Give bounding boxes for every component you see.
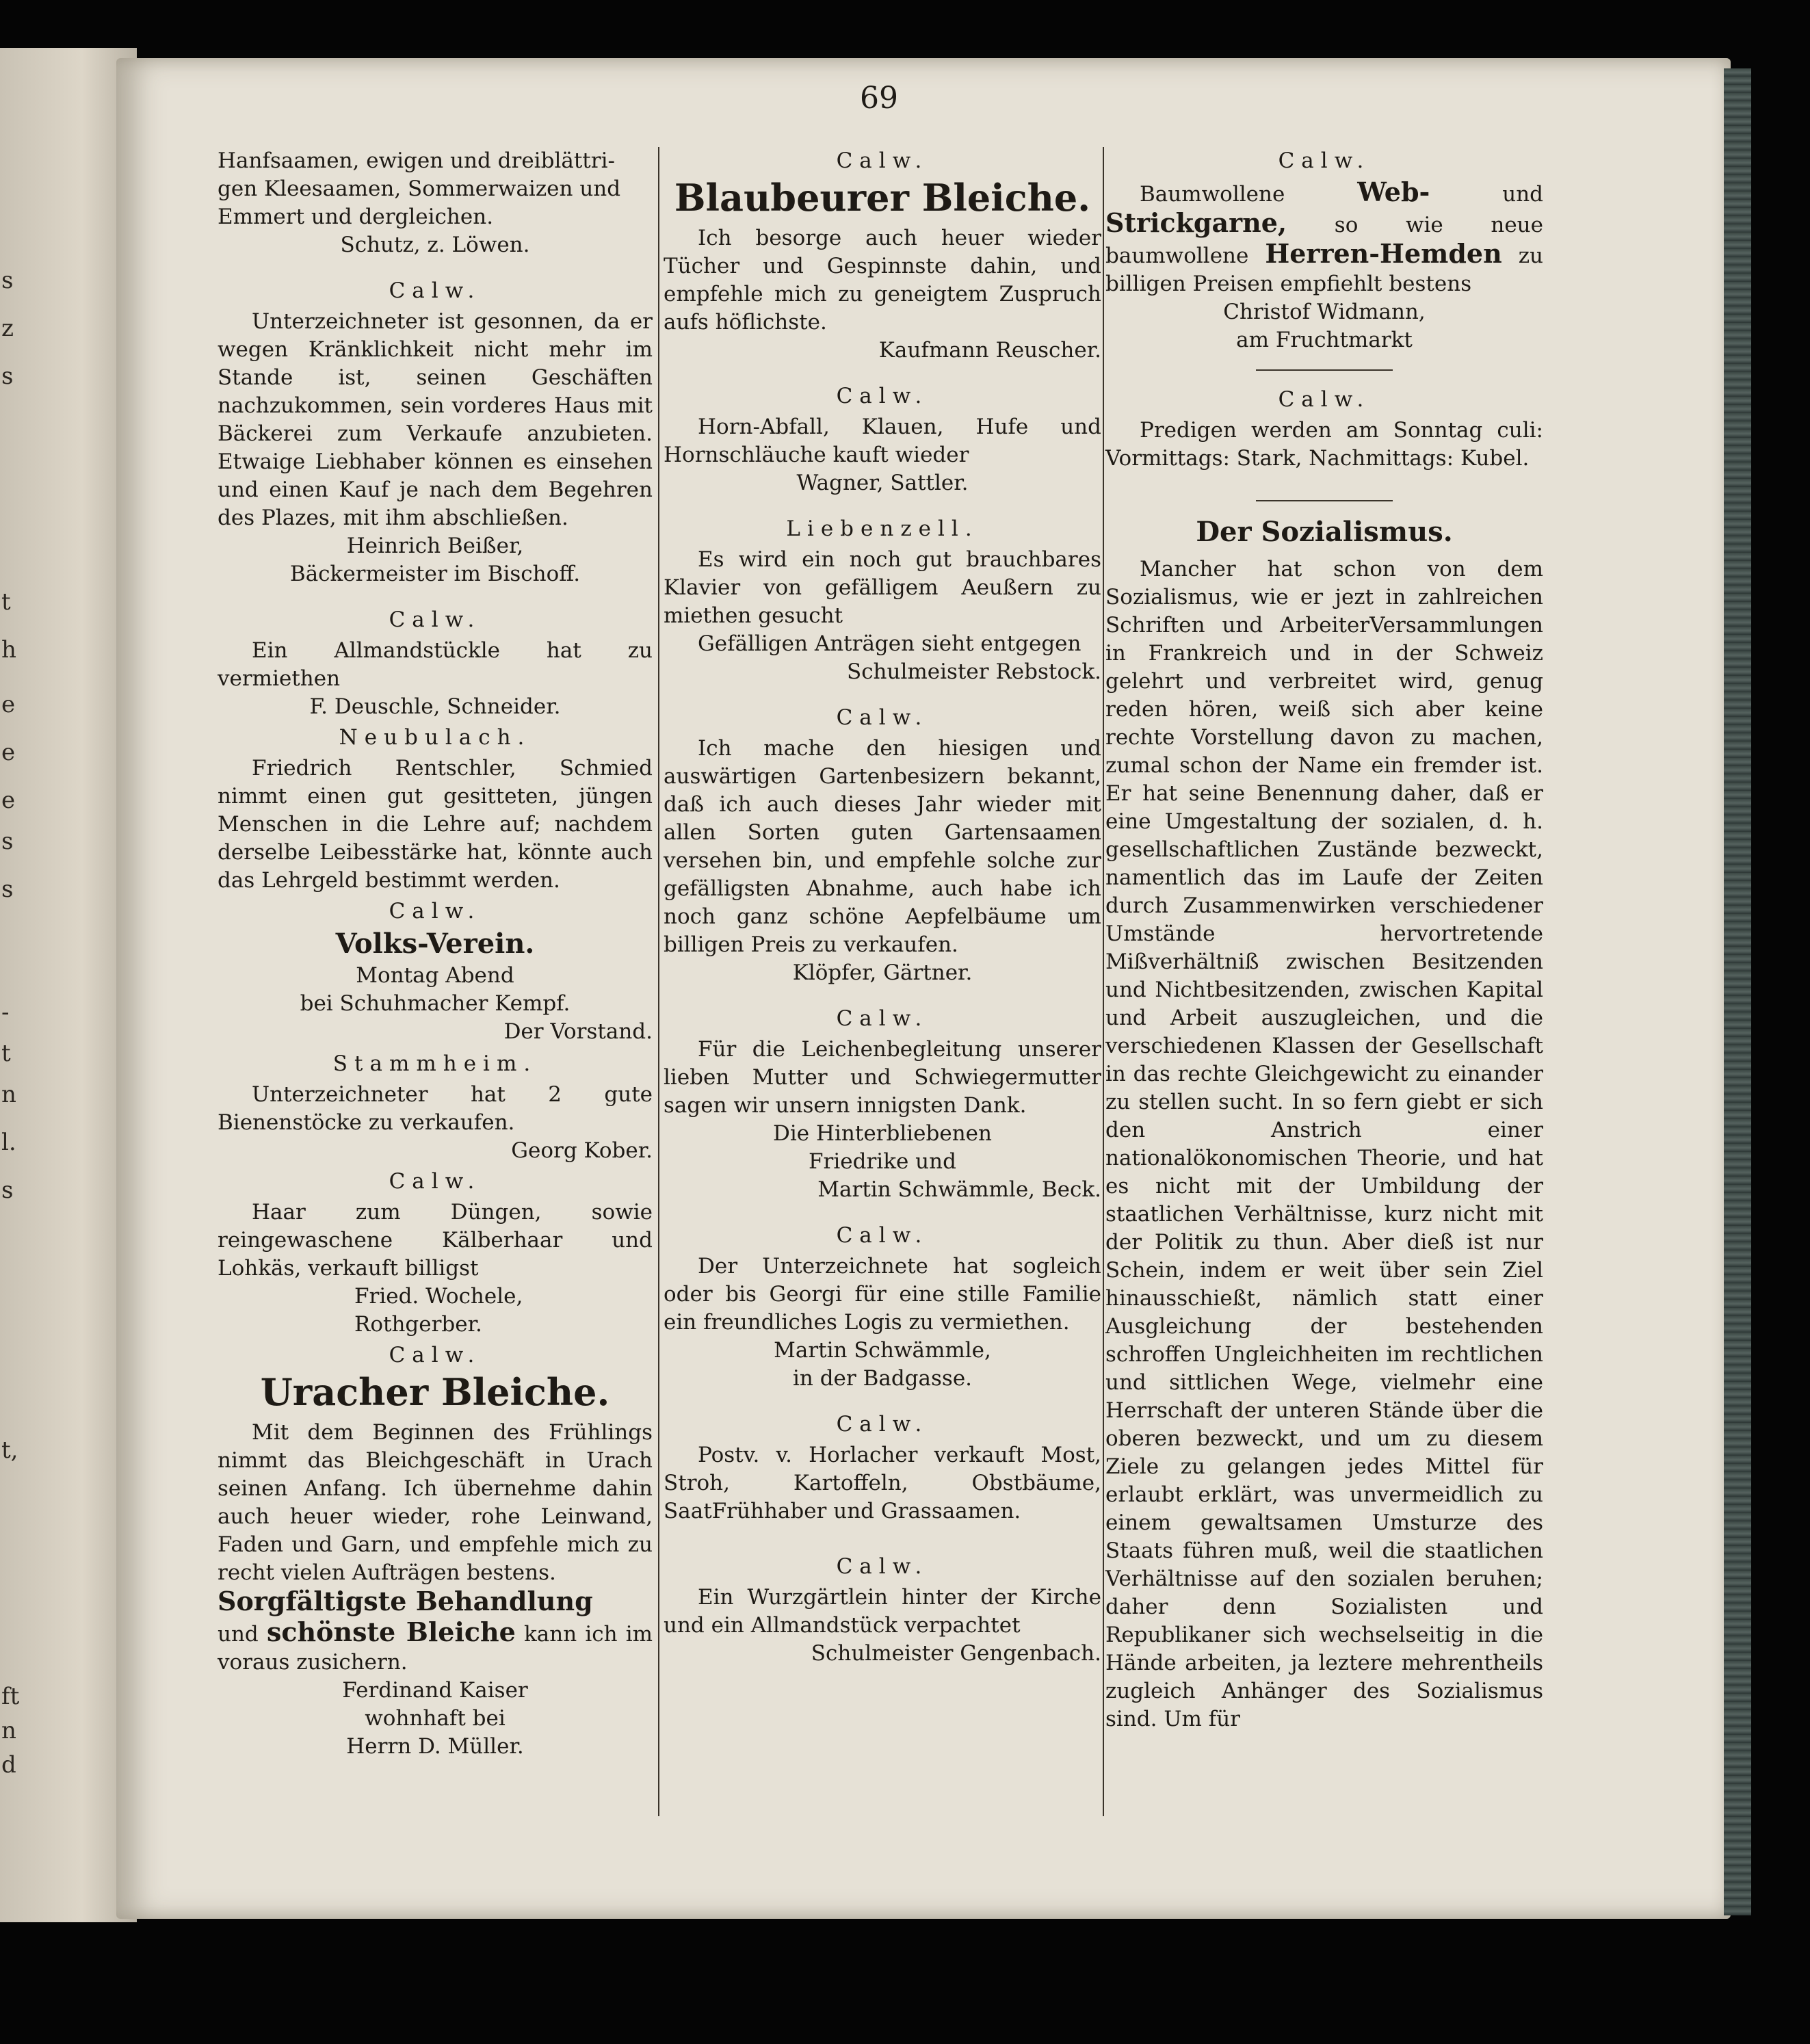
notice-place: Liebenzell. — [786, 516, 979, 541]
notice-place: Calw. — [1278, 387, 1371, 412]
notice-piano — [664, 515, 1101, 686]
notice-signature: wohnhaft bei — [365, 1706, 506, 1731]
previous-page-letter: z — [1, 315, 14, 342]
notice-house-sale — [218, 277, 653, 588]
column-3 — [1105, 147, 1543, 1733]
notice-place: Calw. — [389, 1343, 482, 1367]
notice-herb-garden — [664, 1553, 1101, 1668]
article-heading: Der Sozialismus. — [1196, 516, 1453, 548]
previous-page-letter: e — [1, 739, 16, 766]
notice-signature: Martin Schwämmle, — [774, 1338, 991, 1363]
text-fragment: zu billigen Preisen empfiehlt bestens — [1105, 244, 1543, 296]
column-rule-2 — [1103, 147, 1104, 1816]
notice-signature: Ferdinand Kaiser — [342, 1678, 528, 1703]
notice-signature: Martin Schwämmle, Beck. — [817, 1177, 1101, 1202]
notice-thanks — [664, 1005, 1101, 1204]
notice-signature: Herrn D. Müller. — [346, 1734, 524, 1759]
notice-signature: Friedrike und — [809, 1149, 956, 1174]
notice-place: Calw. — [836, 705, 929, 730]
notice-signature: Schulmeister Gengenbach. — [811, 1641, 1101, 1666]
notice-emphasis — [218, 1587, 653, 1618]
notice-text: bei Schuhmacher Kempf. — [300, 991, 570, 1016]
notice-text: Ich mache den hiesigen und auswärtigen Gartenbesizern bekannt, daß ich auch dieses Jahr wieder mit allen Sorten guten Gartensaamen versehen bin, und empfehle solche zur gefälligsten Abnahme, auch habe ich noch ganz schöne Aepfelbäume um billigen Preis zu verkaufen. — [664, 736, 1101, 957]
notice-signature: Wagner, Sattler. — [796, 471, 969, 495]
notice-text: Ein Wurzgärtlein hinter der Kirche und ein Allmandstück verpachtet — [664, 1585, 1101, 1638]
notice-signature: in der Badgasse. — [792, 1366, 973, 1391]
previous-page-letter: s — [1, 363, 14, 390]
previous-page-letter: ft — [1, 1683, 20, 1710]
text-fragment: und — [1502, 182, 1544, 207]
previous-page-letter: s — [1, 828, 14, 855]
notice-blaubeurer-bleiche — [664, 147, 1101, 365]
notice-apprentice — [218, 724, 653, 895]
notice-heading: Uracher Bleiche. — [260, 1370, 610, 1414]
page-number: 69 — [860, 81, 898, 116]
section-divider — [1256, 500, 1393, 501]
notice-text: Ich besorge auch heuer wieder Tücher und Gespinnste dahin, und empfehle mich zu geneigtem Zuspruch aufs höflichste. — [664, 226, 1101, 335]
text-fragment: kann ich im voraus zusichern. — [218, 1622, 653, 1675]
notice-place: Stammheim. — [332, 1051, 538, 1076]
previous-page-letter: t — [1, 588, 11, 616]
notice-horlacher — [664, 1411, 1101, 1525]
notice-text: Mit dem Beginnen des Frühlings nimmt das Bleichgeschäft in Urach seinen Anfang. Ich übernehme dahin auch heuer wieder, rohe Leinwand, Faden und Garn, und empfehle mich zu recht vielen Aufträgen bestens. — [218, 1420, 653, 1585]
notice-signature: F. Deuschle, Schneider. — [309, 694, 561, 719]
notice-signature: Georg Kober. — [511, 1138, 653, 1163]
notice-line: Emmert und dergleichen. — [218, 205, 494, 229]
notice-heading: Blaubeurer Bleiche. — [674, 176, 1091, 220]
notice-place: Calw. — [836, 1006, 929, 1031]
notice-place: Calw. — [389, 1169, 482, 1194]
notice-signature: Klöpfer, Gärtner. — [792, 960, 973, 985]
notice-hair-fertilizer — [218, 1168, 653, 1339]
notice-place: Calw. — [836, 148, 929, 173]
previous-page-letter: n — [1, 1717, 16, 1744]
article-text: Mancher hat schon von dem Sozialismus, wie er jezt in zahlreichen Schriften und ArbeiterVersammlungen in Frankreich und in der Schweiz gelehrt und verbreitet wird, genug reden hören, weiß sich aber keine rechte Vorstellung davon zu machen, zumal schon der Name ein fremder ist. Er hat seine Benennung daher, daß er eine Umgestaltung der sozialen, d. h. gesellschaftlichen Zustände bezweckt, namentlich das im Laufe der Zeiten durch Zusammenwirken verschiedener Umstände hervortretende Mißverhältniß zwischen Besitzenden und Nichtbesitzenden, zwischen Kapital und Arbeit auszugleichen, und die verschiedenen Klassen der Gesellschaft in das rechte Gleichgewicht zu einander zu stellen sucht. In so fern giebt er sich den Anstrich einer nationalökonomischen Theorie, und hat es nicht mit der Umbildung der staatlichen Verhältnisse, kurz nicht mit der Politik zu thun. Aber dieß ist nur Schein, indem er weit über sein Ziel hinausschießt, nämlich statt einer Ausgleichung der bestehenden schroffen Ungleichheiten im rechtlichen und sittlichen Wege, vielmehr eine Herrschaft der unteren Stände über die oberen bezweckt, und um zu diesem Ziele zu gelangen jedes Mittel für erlaubt erklärt, was unvermeidlich zu einem gewaltsamen Umsturze des Staats führen muß, weil die staatlichen Verhältnisse auf den sozialen beruhen; daher denn Sozialisten und Republikaner sich wechselseitig in die Hände arbeiten, ja leztere mehrentheils zugleich Anhänger des Sozialismus sind. Um für — [1105, 557, 1543, 1731]
previous-page-fragments — [0, 48, 21, 1922]
notice-signature: Christof Widmann, — [1223, 300, 1426, 324]
notice-signature: am Fruchtmarkt — [1236, 328, 1413, 352]
notice-place: Calw. — [1278, 148, 1371, 173]
notice-cotton-goods — [1105, 147, 1543, 354]
text-fragment: so wie neue baumwollene — [1105, 213, 1543, 268]
notice-lodging — [664, 1222, 1101, 1393]
notice-hemp-seed — [218, 147, 653, 259]
notice-text — [218, 1618, 653, 1677]
notice-place: Calw. — [836, 384, 929, 408]
notice-text: Es wird ein noch gut brauchbares Klavier von gefälligem Aeußern zu miethen gesucht — [664, 547, 1101, 628]
previous-page-letter: t, — [1, 1437, 18, 1464]
notice-signature: Der Vorstand. — [503, 1019, 653, 1044]
notice-text: Predigen werden am Sonntag culi: Vormittags: Stark, Nachmittags: Kubel. — [1105, 418, 1543, 471]
article-socialism — [1105, 518, 1543, 1733]
notice-signature: Kaufmann Reuscher. — [878, 338, 1101, 363]
bold-phrase: Strickgarne, — [1105, 207, 1287, 238]
notice-beehives — [218, 1050, 653, 1165]
notice-text: Gefälligen Anträgen sieht entgegen — [698, 631, 1081, 656]
notice-signature: Heinrich Beißer, — [346, 534, 524, 558]
previous-page-letter: s — [1, 267, 14, 294]
notice-garden-seeds — [664, 704, 1101, 987]
previous-page-letter: - — [1, 999, 10, 1026]
notice-text: Unterzeichneter hat 2 gute Bienenstöcke zu verkaufen. — [218, 1082, 653, 1135]
book-spine — [1724, 68, 1751, 1915]
notice-text: Montag Abend — [356, 963, 514, 988]
notice-line: Hanfsaamen, ewigen und dreiblättri- — [218, 148, 615, 173]
notice-signature: Rothgerber. — [354, 1312, 482, 1337]
notice-text: Ein Allmandstückle hat zu vermiethen — [218, 638, 653, 691]
text-fragment: und — [218, 1622, 259, 1647]
notice-signature: Bäckermeister im Bischoff. — [289, 562, 581, 586]
notice-place: Calw. — [836, 1554, 929, 1579]
notice-place: Calw. — [389, 899, 482, 923]
notice-text: Für die Leichenbegleitung unserer lieben Mutter und Schwiegermutter sagen wir unsern innigsten Dank. — [664, 1037, 1101, 1118]
notice-text: Horn-Abfall, Klauen, Hufe und Hornschläuche kauft wieder — [664, 415, 1101, 467]
notice-place: Calw. — [389, 607, 482, 632]
notice-text — [1105, 178, 1543, 298]
notice-uracher-bleiche — [218, 1341, 653, 1761]
notice-signature: Schutz, z. Löwen. — [340, 233, 530, 257]
notice-text: Postv. v. Horlacher verkauft Most, Stroh, Kartoffeln, Obstbäume, SaatFrühhaber und Grassaamen. — [664, 1443, 1101, 1523]
text-fragment: Baumwollene — [1140, 182, 1285, 207]
notice-place: Calw. — [389, 278, 482, 303]
notice-text: Friedrich Rentschler, Schmied nimmt einen gut gesitteten, jüngen Menschen in die Lehre auf; nachdem derselbe Leibesstärke hat, könnte auch das Lehrgeld bestimmt werden. — [218, 756, 653, 893]
bold-phrase: Web- — [1357, 176, 1430, 207]
notice-text: Haar zum Düngen, sowie reingewaschene Kälberhaar und Lohkäs, verkauft billigst — [218, 1200, 653, 1281]
notice-text: Unterzeichneter ist gesonnen, da er wegen Kränklichkeit nicht mehr im Stande ist, seinen Geschäften nachzukommen, sein vorderes Haus mit Bäckerei zum Verkaufe anzubieten. Etwaige Liebhaber können es einsehen und einen Kauf je nach dem Begehren des Plazes, mit ihm abschließen. — [218, 309, 653, 530]
previous-page-letter: n — [1, 1081, 16, 1108]
bold-phrase: Herren-Hemden — [1265, 238, 1502, 269]
bold-phrase: Sorgfältigste Behandlung — [218, 1586, 593, 1616]
notice-horn-waste — [664, 382, 1101, 497]
notice-place: Calw. — [836, 1223, 929, 1248]
previous-page-letter: h — [1, 636, 16, 664]
notice-text: Der Unterzeichnete hat sogleich oder bis Georgi für eine stille Familie ein freundliches Logis zu vermiethen. — [664, 1254, 1101, 1335]
bold-phrase: schönste Bleiche — [266, 1616, 516, 1647]
column-2 — [664, 147, 1101, 1668]
previous-page-letter: e — [1, 691, 16, 718]
section-divider — [1256, 369, 1393, 371]
notice-allmand-rent — [218, 606, 653, 721]
previous-page-letter: s — [1, 1177, 14, 1204]
notice-signature: Schulmeister Rebstock. — [846, 659, 1101, 684]
previous-page-letter: d — [1, 1751, 16, 1779]
notice-heading: Volks-Verein. — [335, 928, 535, 960]
notice-place: Neubulach. — [339, 725, 532, 750]
column-1 — [218, 147, 653, 1761]
column-rule-1 — [658, 147, 659, 1816]
notice-signature: Die Hinterbliebenen — [773, 1121, 992, 1146]
previous-page-letter: l. — [1, 1129, 16, 1156]
notice-sermons — [1105, 386, 1543, 473]
previous-page-letter: s — [1, 876, 14, 903]
previous-page-letter: t — [1, 1040, 11, 1067]
previous-page-letter: e — [1, 787, 16, 814]
notice-line: gen Kleesaamen, Sommerwaizen und — [218, 176, 621, 201]
notice-volksverein — [218, 897, 653, 1046]
notice-place: Calw. — [836, 1412, 929, 1437]
notice-signature: Fried. Wochele, — [354, 1284, 523, 1309]
